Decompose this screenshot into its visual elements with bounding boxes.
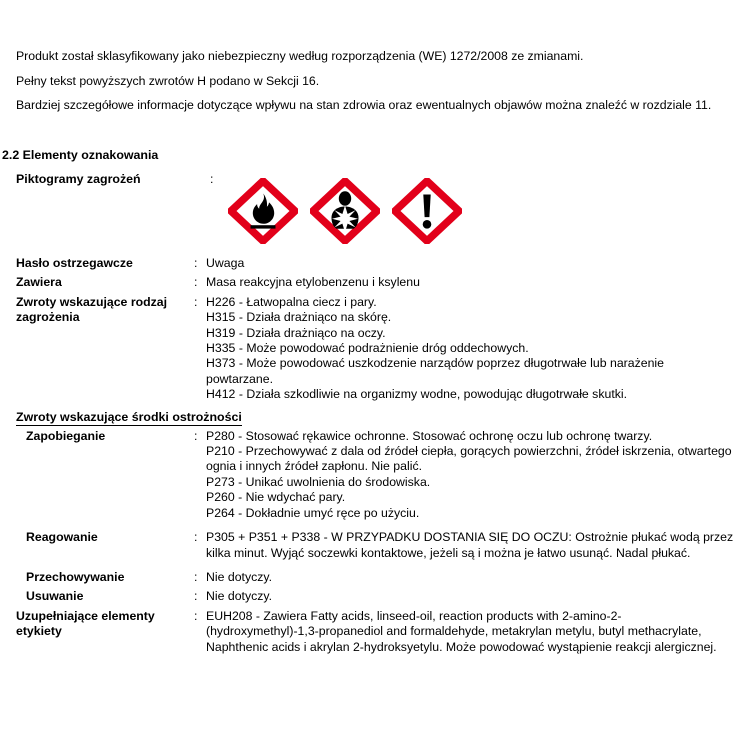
signal-word-colon: : [194, 256, 198, 270]
disposal-colon: : [194, 589, 198, 604]
hazard-statements-label [0, 295, 194, 326]
health-hazard-icon [310, 178, 380, 244]
intro-paragraph-classification: Produkt został sklasyfikowany jako niebezpieczny według rozporządzenia (WE) 1272/2008 ze zmianami. [16, 49, 584, 63]
hazard-statement-line: H412 - Działa szkodliwie na organizmy wodne, powodując długotrwałe skutki. [206, 387, 628, 402]
hazard-statements-label-line1: Zwroty wskazujące rodzaj [16, 294, 168, 309]
prevention-line: P264 - Dokładnie umyć ręce po użyciu. [206, 505, 420, 520]
row-hazard-statements [0, 295, 750, 403]
intro-paragraph-h-statements-reference: Pełny tekst powyższych zwrotów H podano w Sekcji 16. [16, 73, 320, 88]
pictograms-label: Piktogramy zagrożeń [16, 172, 141, 186]
row-signal-word [0, 256, 750, 271]
hazard-statements-colon: : [194, 294, 198, 309]
prevention-label: Zapobieganie [26, 428, 106, 443]
row-supplemental-label-elements [0, 609, 750, 655]
precautionary-statements-heading: Zwroty wskazujące środki ostrożności [16, 409, 242, 424]
storage-value: Nie dotyczy. [206, 569, 273, 584]
supplemental-label [0, 609, 194, 640]
pictograms-colon: : [210, 172, 214, 186]
hazard-statement-line: H319 - Działa drażniąco na oczy. [206, 325, 386, 340]
response-label: Reagowanie [26, 530, 98, 545]
disposal-value: Nie dotyczy. [206, 589, 273, 604]
response-value [206, 530, 750, 561]
contains-value: Masa reakcyjna etylobenzenu i ksylenu [206, 275, 420, 290]
signal-word-value: Uwaga [206, 256, 245, 270]
supplemental-colon: : [194, 608, 198, 623]
prevention-line: P273 - Unikać uwolnienia do środowiska. [206, 474, 431, 489]
hazard-statement-line: H335 - Może powodować podrażnienie dróg oddechowych. [206, 341, 529, 356]
hazard-statements-value [206, 295, 750, 403]
flame-icon [228, 178, 298, 244]
prevention-line: P260 - Nie wdychać pary. [206, 490, 346, 505]
exclamation-mark-icon [392, 178, 462, 244]
row-response [0, 530, 750, 561]
response-colon: : [194, 530, 198, 545]
prevention-line: P280 - Stosować rękawice ochronne. Stosować ochronę oczu lub ochronę twarzy. [206, 428, 653, 443]
contains-label: Zawiera [16, 275, 62, 290]
hazard-statement-line: H226 - Łatwopalna ciecz i pary. [206, 294, 377, 309]
hazard-statements-label-line2: zagrożenia [16, 310, 80, 325]
disposal-label: Usuwanie [26, 589, 84, 604]
section-heading-2-2: 2.2 Elementy oznakowania [2, 148, 159, 162]
intro-paragraph-health-info: Bardziej szczegółowe informacje dotyczące wpływu na stan zdrowia oraz ewentualnych objawów można znaleźć w rozdziale 11. [16, 98, 712, 112]
storage-colon: : [194, 569, 198, 584]
row-disposal [0, 589, 750, 604]
label-elements-table [0, 256, 750, 659]
hazard-statement-line: H315 - Działa drażniąco na skórę. [206, 310, 392, 325]
row-prevention [0, 429, 750, 521]
response-line: P305 + P351 + P338 - W PRZYPADKU DOSTANIA SIĘ DO OCZU: Ostrożnie płukać wodą przez kilka minut. Wyjąć soczewki kontaktowe, jeżeli są i można je łatwo usunąć. Nadal płukać. [206, 530, 734, 560]
supplemental-value [206, 609, 750, 655]
prevention-line: P210 - Przechowywać z dala od źródeł ciepła, gorących powierzchni, źródeł iskrzenia, otwartego ognia i innych źródeł zapłonu. Nie palić. [206, 444, 732, 474]
signal-word-label: Hasło ostrzegawcze [16, 256, 133, 270]
prevention-colon: : [194, 428, 198, 443]
storage-label: Przechowywanie [26, 569, 125, 584]
supplemental-label-line1: Uzupełniające elementy [16, 608, 155, 623]
row-contains [0, 275, 750, 290]
intro-paragraphs [16, 49, 734, 114]
row-storage [0, 570, 750, 585]
prevention-value [206, 429, 750, 521]
hazard-statement-line: H373 - Może powodować uszkodzenie narządów poprzez długotrwałe lub narażenie powtarzane. [206, 356, 664, 386]
supplemental-label-line2: etykiety [16, 624, 62, 639]
contains-colon: : [194, 275, 198, 290]
supplemental-line: EUH208 - Zawiera Fatty acids, linseed-oil, reaction products with 2-amino-2-(hydroxymethyl)-1,3-propanediol and formaldehyde, metakrylan metylu, butyl methacrylate, Naphthenic acids i akrylan 2-hydroksyetylu. Może powodować wystąpienie reakcji alergicznej. [206, 608, 717, 654]
pictogram-list [228, 178, 462, 244]
